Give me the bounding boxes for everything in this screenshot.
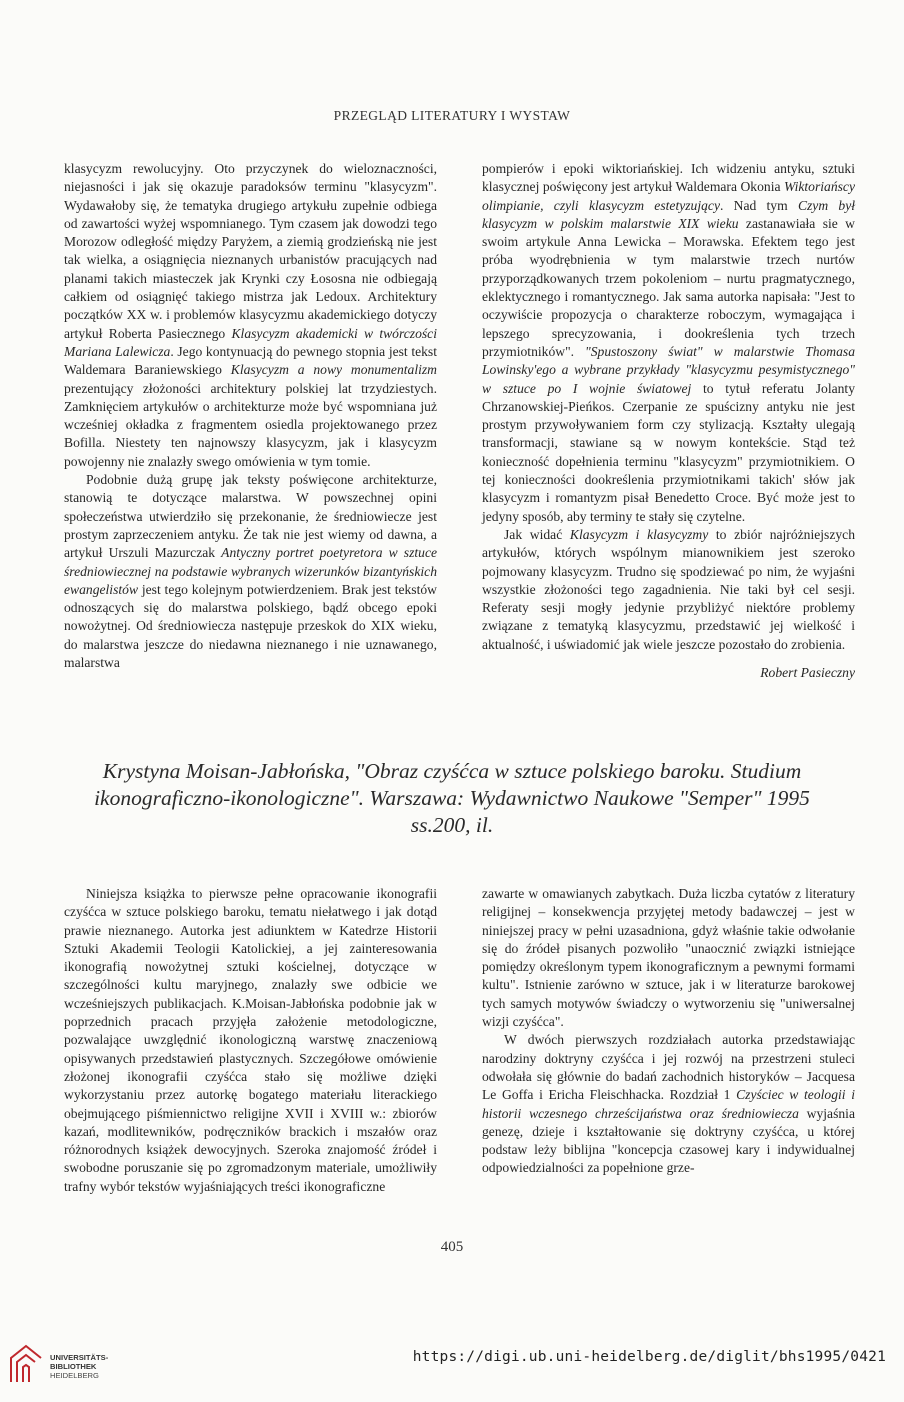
paragraph: Jak widać Klasycyzm i klasycyzmy to zbiór najróżniejszych artykułów, których wspólnym mianownikiem jest szeroko pojmowany klasycyzm. Trudno się spodziewać po nim, że wyjaśni wszystkie złożoności tego zagadnienia. Nie taki był cel sesji. Referaty sesji mogły jedynie przybliżyć niektóre problemy związane z tematyką klasycyzmu, przedstawić jej wielkość i aktualność, i uświadomić jak wiele jeszcze pozostało do zrobienia. bbox=[482, 526, 855, 652]
section1-right-column bbox=[482, 160, 855, 682]
review-heading-line: ikonograficzno-ikonologiczne". Warszawa: Wydawnictwo Naukowe "Semper" 1995 bbox=[94, 786, 810, 810]
page-number: 405 bbox=[440, 1239, 464, 1255]
author-signature: Robert Pasieczny bbox=[760, 665, 855, 681]
running-header: PRZEGLĄD LITERATURY I WYSTAW bbox=[333, 108, 571, 123]
logo-line: HEIDELBERG bbox=[50, 1371, 99, 1380]
section2-left-column bbox=[64, 885, 437, 1196]
paragraph: W dwóch pierwszych rozdziałach autorka przedstawiając narodziny doktryny czyśćca i jej rozwój na przestrzeni stuleci odwołała się głównie do badań zachodnich historyków – Jacquesa Le Goffa i Ericha Fleischhacka. Rozdział 1 Czyściec w teologii i historii wczesnego chrześcijaństwa oraz średniowiecza wyjaśnia genezę, dzieje i kształtowanie się doktryny czyśćca, u której podstaw leży biblijna "koncepcja czasowej kary i indywidualnej odpowiedzialności za popełnione grze- bbox=[482, 1032, 855, 1176]
source-url-link[interactable]: https://digi.ub.uni-heidelberg.de/diglit/bhs1995/0421 bbox=[412, 1349, 886, 1365]
review-heading-line: Krystyna Moisan-Jabłońska, "Obraz czyśćca w sztuce polskiego baroku. Studium bbox=[102, 759, 802, 783]
paragraph: klasycyzm rewolucyjny. Oto przyczynek do wieloznaczności, niejasności i jak się okazuje paradoksów terminu "klasycyzm". Wydawałoby się, że tematyka drugiego artykułu zupełnie odbiega od zawartości wyżej wspomnianego. Tym czasem jak dowodzi tego Morozow odległość między Paryżem, a ziemią grodzieńską nie jest tak wielka, a osiągnięcia nieznanych urbanistów pracujących nad planami takich miasteczek jak Krynki czy Łososna nie odbiegają całkiem od osiągnięć takiego mistrza jak Ledoux. Architektury początków XX w. i problemów klasycyzmu akademickiego dotyczy artykuł Roberta Pasiecznego Klasycyzm akademicki w twórczości Mariana Lalewicza. Jego kontynuacją do pewnego stopnia jest tekst Waldemara Baraniewskiego Klasycyzm a nowy monumentalizm prezentujący złożoności architektury polskiej lat trzydziestych. Zamknięciem artykułów o architekturze może być wspomniana już wcześniej okładka z fragmentem osiedla projektowanego przez Bofilla. Niestety ten najnowszy klasycyzm, jak i klasycyzm powojenny nie znalazły swego omówienia w tym tomie. bbox=[64, 161, 437, 469]
section2-right-column bbox=[482, 885, 855, 1178]
review-heading-line: ss.200, il. bbox=[410, 813, 494, 837]
footer bbox=[0, 1333, 904, 1393]
library-logo-text bbox=[50, 1353, 108, 1380]
logo-line: BIBLIOTHEK bbox=[50, 1362, 97, 1371]
paragraph: Niniejsza książka to pierwsze pełne opracowanie ikonografii czyśćca w sztuce polskiego baroku, tematu niełatwego i jak dotąd prawie nieznanego. Autorka jest adiunktem w Katedrze Historii Sztuki Akademii Teologii Katolickiej, a jej zainteresowania ikonografią nowożytnej sztuki kościelnej, dotyczące w szczególności kultu maryjnego, znalazły swe odbicie we wcześniejszych publikacjach. K.Moisan-Jabłońska podobnie jak w poprzednich pracach przyjęła założenie metodologiczne, pozwalające uwzględnić ikonologiczną warstwę znaczeniową opisywanych przedstawień plastycznych. Szczegółowe omówienie złożonej ikonografii czyśćca stało się możliwe dzięki wykorzystaniu przez autorkę bogatego materiału literackiego obejmującego piśmiennictwo religijne XVII i XVIII w.: zbiorów kazań, modlitewników, podręczników brackich i mszałów oraz różnorodnych książek dewocyjnych. Szeroka znajomość źródeł i swobodne poruszanie się po zgromadzonym materiale, umożliwiły trafny wybór tekstów wyjaśniających treści ikonograficzne bbox=[64, 886, 437, 1194]
review-heading bbox=[60, 758, 844, 839]
library-logo-icon bbox=[9, 1344, 43, 1384]
paragraph: pompierów i epoki wiktoriańskiej. Ich widzeniu antyku, sztuki klasycznej poświęcony jest artykuł Waldemara Okonia Wiktoriańscy olimpianie, czyli klasycyzm estetyzujący. Nad tym Czym był klasycyzm w polskim malarstwie XIX wieku zastanawiała sie w swoim artykule Anna Lewicka – Morawska. Efektem tego jest próba wyodrębnienia w tym malarstwie trzech nurtów przyporządkowanych trzem pokoleniom – nurtu pragmatycznego, eklektycznego i romantycznego. Jak sama autorka napisała: "Jest to oczywiście propozycja o charakterze roboczym, wymagająca i lepszego sprecyzowania, i dookreślenia tych trzech przymiotników". "Spustoszony świat" w malarstwie Thomasa Lowinsky'ego a wybrane przykłady "klasycyzmu pesymistycznego" w sztuce po I wojnie światowej to tytuł referatu Jolanty Chrzanowskiej-Pieńkos. Czerpanie ze spuścizny antyku nie jest prostym przywoływaniem form czy stylizacją. Kształty ulegają transformacji, stawiane są w nowym kontekście. Stąd też konieczność dopełnienia terminu "klasycyzm" przymiotnikiem. O tej konieczności dookreślenia przymiotnikami takich' słów jak klasycyzm i romantyzm pisał Benedetto Croce. Być może jest to jedyny sposób, aby terminy te stały się czytelne. bbox=[482, 161, 856, 524]
paragraph: zawarte w omawianych zabytkach. Duża liczba cytatów z literatury religijnej – konsekwencja przyjętej metody badawczej – jest w niniejszej pracy w pełni uzasadniona, gdyż właśnie takie odwołanie się do źródeł pisanych pozwoliło "unaocznić związki istniejące pomiędzy określonym typem ikonograficznym a pewnymi formami kultu". Istnienie zarówno w sztuce, jak i w literaturze barokowej tych samych motywów świadczy o wytworzeniu się "uniwersalnej wizji czyśćca". bbox=[482, 886, 855, 1030]
logo-line: UNIVERSITÄTS- bbox=[50, 1353, 109, 1362]
paragraph: Podobnie dużą grupę jak teksty poświęcone architekturze, stanowią te dotyczące malarstwa. W powszechnej opini społeczeństwa utwierdziło się przekonanie, że średniowiecze jest prostym zaprzeczeniem antyku. Że tak nie jest wiemy od dawna, a artykuł Urszuli Mazurczak Antyczny portret poetyretora w sztuce średniowiecznej na podstawie wybranych wizerunków bizantyńskich ewangelistów jest tego kolejnym potwierdzeniem. Brak jest tekstów odnoszących się do malarstwa polskiego, bądź obcego epoki nowożytnej. Od średniowiecza następuje przeskok do XIX wieku, do malarstwa jeszcze do niedawna nieznanego i nie uznawanego, malarstwa bbox=[64, 472, 438, 671]
section1-left-column bbox=[64, 160, 437, 672]
